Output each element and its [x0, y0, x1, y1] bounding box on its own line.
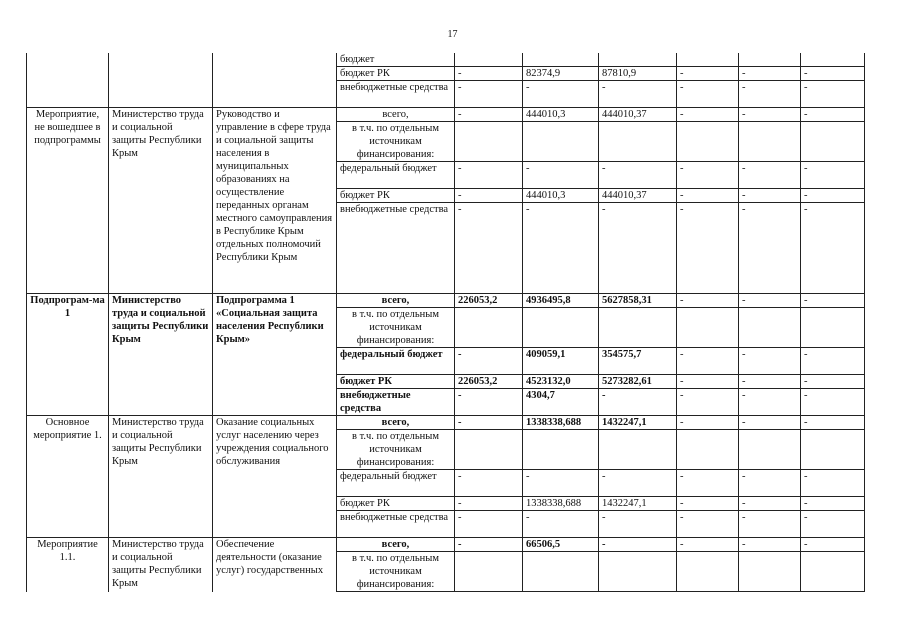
value-cell	[599, 53, 677, 67]
value-cell: 1432247,1	[599, 416, 677, 430]
value-cell: -	[455, 511, 523, 538]
value-cell: -	[455, 416, 523, 430]
table-row	[27, 538, 865, 552]
source-cell: внебюджетные средства	[337, 389, 455, 416]
value-cell: -	[455, 67, 523, 81]
value-cell	[801, 122, 865, 162]
value-cell: -	[801, 203, 865, 294]
value-cell: -	[599, 470, 677, 497]
source-cell: в т.ч. по отдельным источникам финансирования:	[337, 430, 455, 470]
source-cell: бюджет РК	[337, 375, 455, 389]
value-cell: -	[739, 203, 801, 294]
value-cell	[801, 53, 865, 67]
value-cell: -	[801, 511, 865, 538]
value-cell: -	[455, 81, 523, 108]
value-cell	[523, 122, 599, 162]
value-cell	[801, 430, 865, 470]
source-cell: в т.ч. по отдельным источникам финансирования:	[337, 552, 455, 592]
value-cell: -	[455, 470, 523, 497]
value-cell	[455, 552, 523, 592]
value-cell: -	[677, 538, 739, 552]
source-cell: федеральный бюджет	[337, 470, 455, 497]
value-cell	[801, 308, 865, 348]
value-cell: -	[523, 511, 599, 538]
table-row	[27, 53, 865, 67]
source-cell: внебюджетные средства	[337, 511, 455, 538]
source-cell: всего,	[337, 108, 455, 122]
value-cell: -	[739, 470, 801, 497]
value-cell: -	[677, 203, 739, 294]
value-cell: -	[801, 189, 865, 203]
value-cell	[739, 430, 801, 470]
value-cell: -	[599, 162, 677, 189]
value-cell: -	[523, 81, 599, 108]
value-cell: -	[455, 189, 523, 203]
value-cell: -	[739, 81, 801, 108]
value-cell: 409059,1	[523, 348, 599, 375]
value-cell: 4304,7	[523, 389, 599, 416]
value-cell	[523, 552, 599, 592]
value-cell: -	[739, 538, 801, 552]
budget-table	[26, 53, 865, 592]
value-cell: -	[739, 416, 801, 430]
value-cell	[739, 552, 801, 592]
value-cell: -	[801, 538, 865, 552]
value-cell	[455, 430, 523, 470]
executor-cell	[109, 53, 213, 108]
value-cell: -	[739, 294, 801, 308]
source-cell: бюджет	[337, 53, 455, 67]
value-cell	[677, 308, 739, 348]
value-cell: -	[523, 203, 599, 294]
value-cell: -	[455, 538, 523, 552]
value-cell: -	[739, 108, 801, 122]
table-row	[27, 294, 865, 308]
table-row	[27, 108, 865, 122]
status-cell: Мероприятие 1.1.	[27, 538, 109, 592]
source-cell: бюджет РК	[337, 497, 455, 511]
status-cell: Подпрограм-ма 1	[27, 294, 109, 416]
value-cell	[739, 53, 801, 67]
value-cell: -	[677, 294, 739, 308]
value-cell	[677, 552, 739, 592]
value-cell: 1338338,688	[523, 416, 599, 430]
value-cell: 444010,3	[523, 108, 599, 122]
value-cell: -	[677, 375, 739, 389]
value-cell: -	[455, 203, 523, 294]
value-cell: 4523132,0	[523, 375, 599, 389]
executor-cell: Министерство труда и социальной защиты Республики Крым	[109, 108, 213, 294]
value-cell: 4936495,8	[523, 294, 599, 308]
value-cell	[677, 122, 739, 162]
executor-cell: Министерство труда и социальной защиты Республики Крым	[109, 538, 213, 592]
value-cell: -	[677, 348, 739, 375]
value-cell: -	[677, 108, 739, 122]
status-cell: Мероприятие, не вошедшее в подпрограммы	[27, 108, 109, 294]
value-cell: -	[677, 470, 739, 497]
value-cell: -	[801, 416, 865, 430]
value-cell: -	[801, 294, 865, 308]
value-cell: 226053,2	[455, 294, 523, 308]
value-cell: -	[523, 162, 599, 189]
value-cell: -	[455, 497, 523, 511]
value-cell	[677, 53, 739, 67]
page-number: 17	[447, 29, 458, 40]
value-cell: -	[739, 189, 801, 203]
value-cell: -	[739, 511, 801, 538]
value-cell: 354575,7	[599, 348, 677, 375]
value-cell	[677, 430, 739, 470]
value-cell: 226053,2	[455, 375, 523, 389]
value-cell: -	[599, 203, 677, 294]
value-cell	[599, 308, 677, 348]
value-cell: -	[677, 389, 739, 416]
value-cell: -	[801, 348, 865, 375]
source-cell: внебюджетные средства	[337, 203, 455, 294]
value-cell: -	[523, 470, 599, 497]
status-cell	[27, 53, 109, 108]
value-cell: -	[599, 511, 677, 538]
table-row	[27, 416, 865, 430]
value-cell: -	[801, 497, 865, 511]
value-cell	[739, 122, 801, 162]
value-cell: -	[677, 67, 739, 81]
value-cell: -	[801, 67, 865, 81]
value-cell	[455, 53, 523, 67]
value-cell	[599, 430, 677, 470]
value-cell: 5273282,61	[599, 375, 677, 389]
value-cell: 5627858,31	[599, 294, 677, 308]
name-cell: Руководство и управление в сфере труда и социальной защиты населения в муниципальных образованиях на осуществление переданных органам местного самоуправления в Республике Крым отдельных полномочий Республики Крым	[213, 108, 337, 294]
value-cell: -	[677, 511, 739, 538]
name-cell: Обеспечение деятельности (оказание услуг) государственных	[213, 538, 337, 592]
value-cell	[599, 122, 677, 162]
value-cell: -	[801, 162, 865, 189]
value-cell: -	[801, 470, 865, 497]
value-cell: -	[677, 162, 739, 189]
value-cell: 87810,9	[599, 67, 677, 81]
value-cell: -	[455, 389, 523, 416]
value-cell: 1338338,688	[523, 497, 599, 511]
source-cell: всего,	[337, 294, 455, 308]
value-cell: -	[455, 162, 523, 189]
value-cell	[523, 308, 599, 348]
value-cell: -	[599, 81, 677, 108]
value-cell: -	[739, 67, 801, 81]
name-cell: Оказание социальных услуг населению через учреждения социального обслуживания	[213, 416, 337, 538]
source-cell: внебюджетные средства	[337, 81, 455, 108]
value-cell	[599, 552, 677, 592]
value-cell: -	[677, 416, 739, 430]
value-cell: 1432247,1	[599, 497, 677, 511]
value-cell: 444010,37	[599, 189, 677, 203]
value-cell: 444010,37	[599, 108, 677, 122]
value-cell	[739, 308, 801, 348]
source-cell: бюджет РК	[337, 67, 455, 81]
status-cell: Основное мероприятие 1.	[27, 416, 109, 538]
value-cell: -	[599, 538, 677, 552]
executor-cell: Министерство труда и социальной защиты Республики Крым	[109, 294, 213, 416]
source-cell: всего,	[337, 538, 455, 552]
value-cell: -	[739, 348, 801, 375]
value-cell: -	[677, 189, 739, 203]
source-cell: федеральный бюджет	[337, 162, 455, 189]
executor-cell: Министерство труда и социальной защиты Республики Крым	[109, 416, 213, 538]
value-cell	[523, 53, 599, 67]
source-cell: всего,	[337, 416, 455, 430]
source-cell: федеральный бюджет	[337, 348, 455, 375]
value-cell: -	[801, 81, 865, 108]
value-cell: -	[455, 348, 523, 375]
value-cell: -	[739, 375, 801, 389]
value-cell: -	[677, 81, 739, 108]
value-cell: -	[801, 108, 865, 122]
value-cell: -	[455, 108, 523, 122]
source-cell: в т.ч. по отдельным источникам финансирования:	[337, 122, 455, 162]
value-cell: -	[801, 375, 865, 389]
value-cell: -	[739, 497, 801, 511]
value-cell	[455, 122, 523, 162]
name-cell: Подпрограмма 1 «Социальная защита населения Республики Крым»	[213, 294, 337, 416]
value-cell	[523, 430, 599, 470]
value-cell: -	[677, 497, 739, 511]
value-cell	[801, 552, 865, 592]
value-cell: -	[739, 162, 801, 189]
value-cell: -	[599, 389, 677, 416]
value-cell: 444010,3	[523, 189, 599, 203]
value-cell	[455, 308, 523, 348]
value-cell: 66506,5	[523, 538, 599, 552]
value-cell: -	[801, 389, 865, 416]
name-cell	[213, 53, 337, 108]
value-cell: -	[739, 389, 801, 416]
source-cell: в т.ч. по отдельным источникам финансирования:	[337, 308, 455, 348]
value-cell: 82374,9	[523, 67, 599, 81]
source-cell: бюджет РК	[337, 189, 455, 203]
